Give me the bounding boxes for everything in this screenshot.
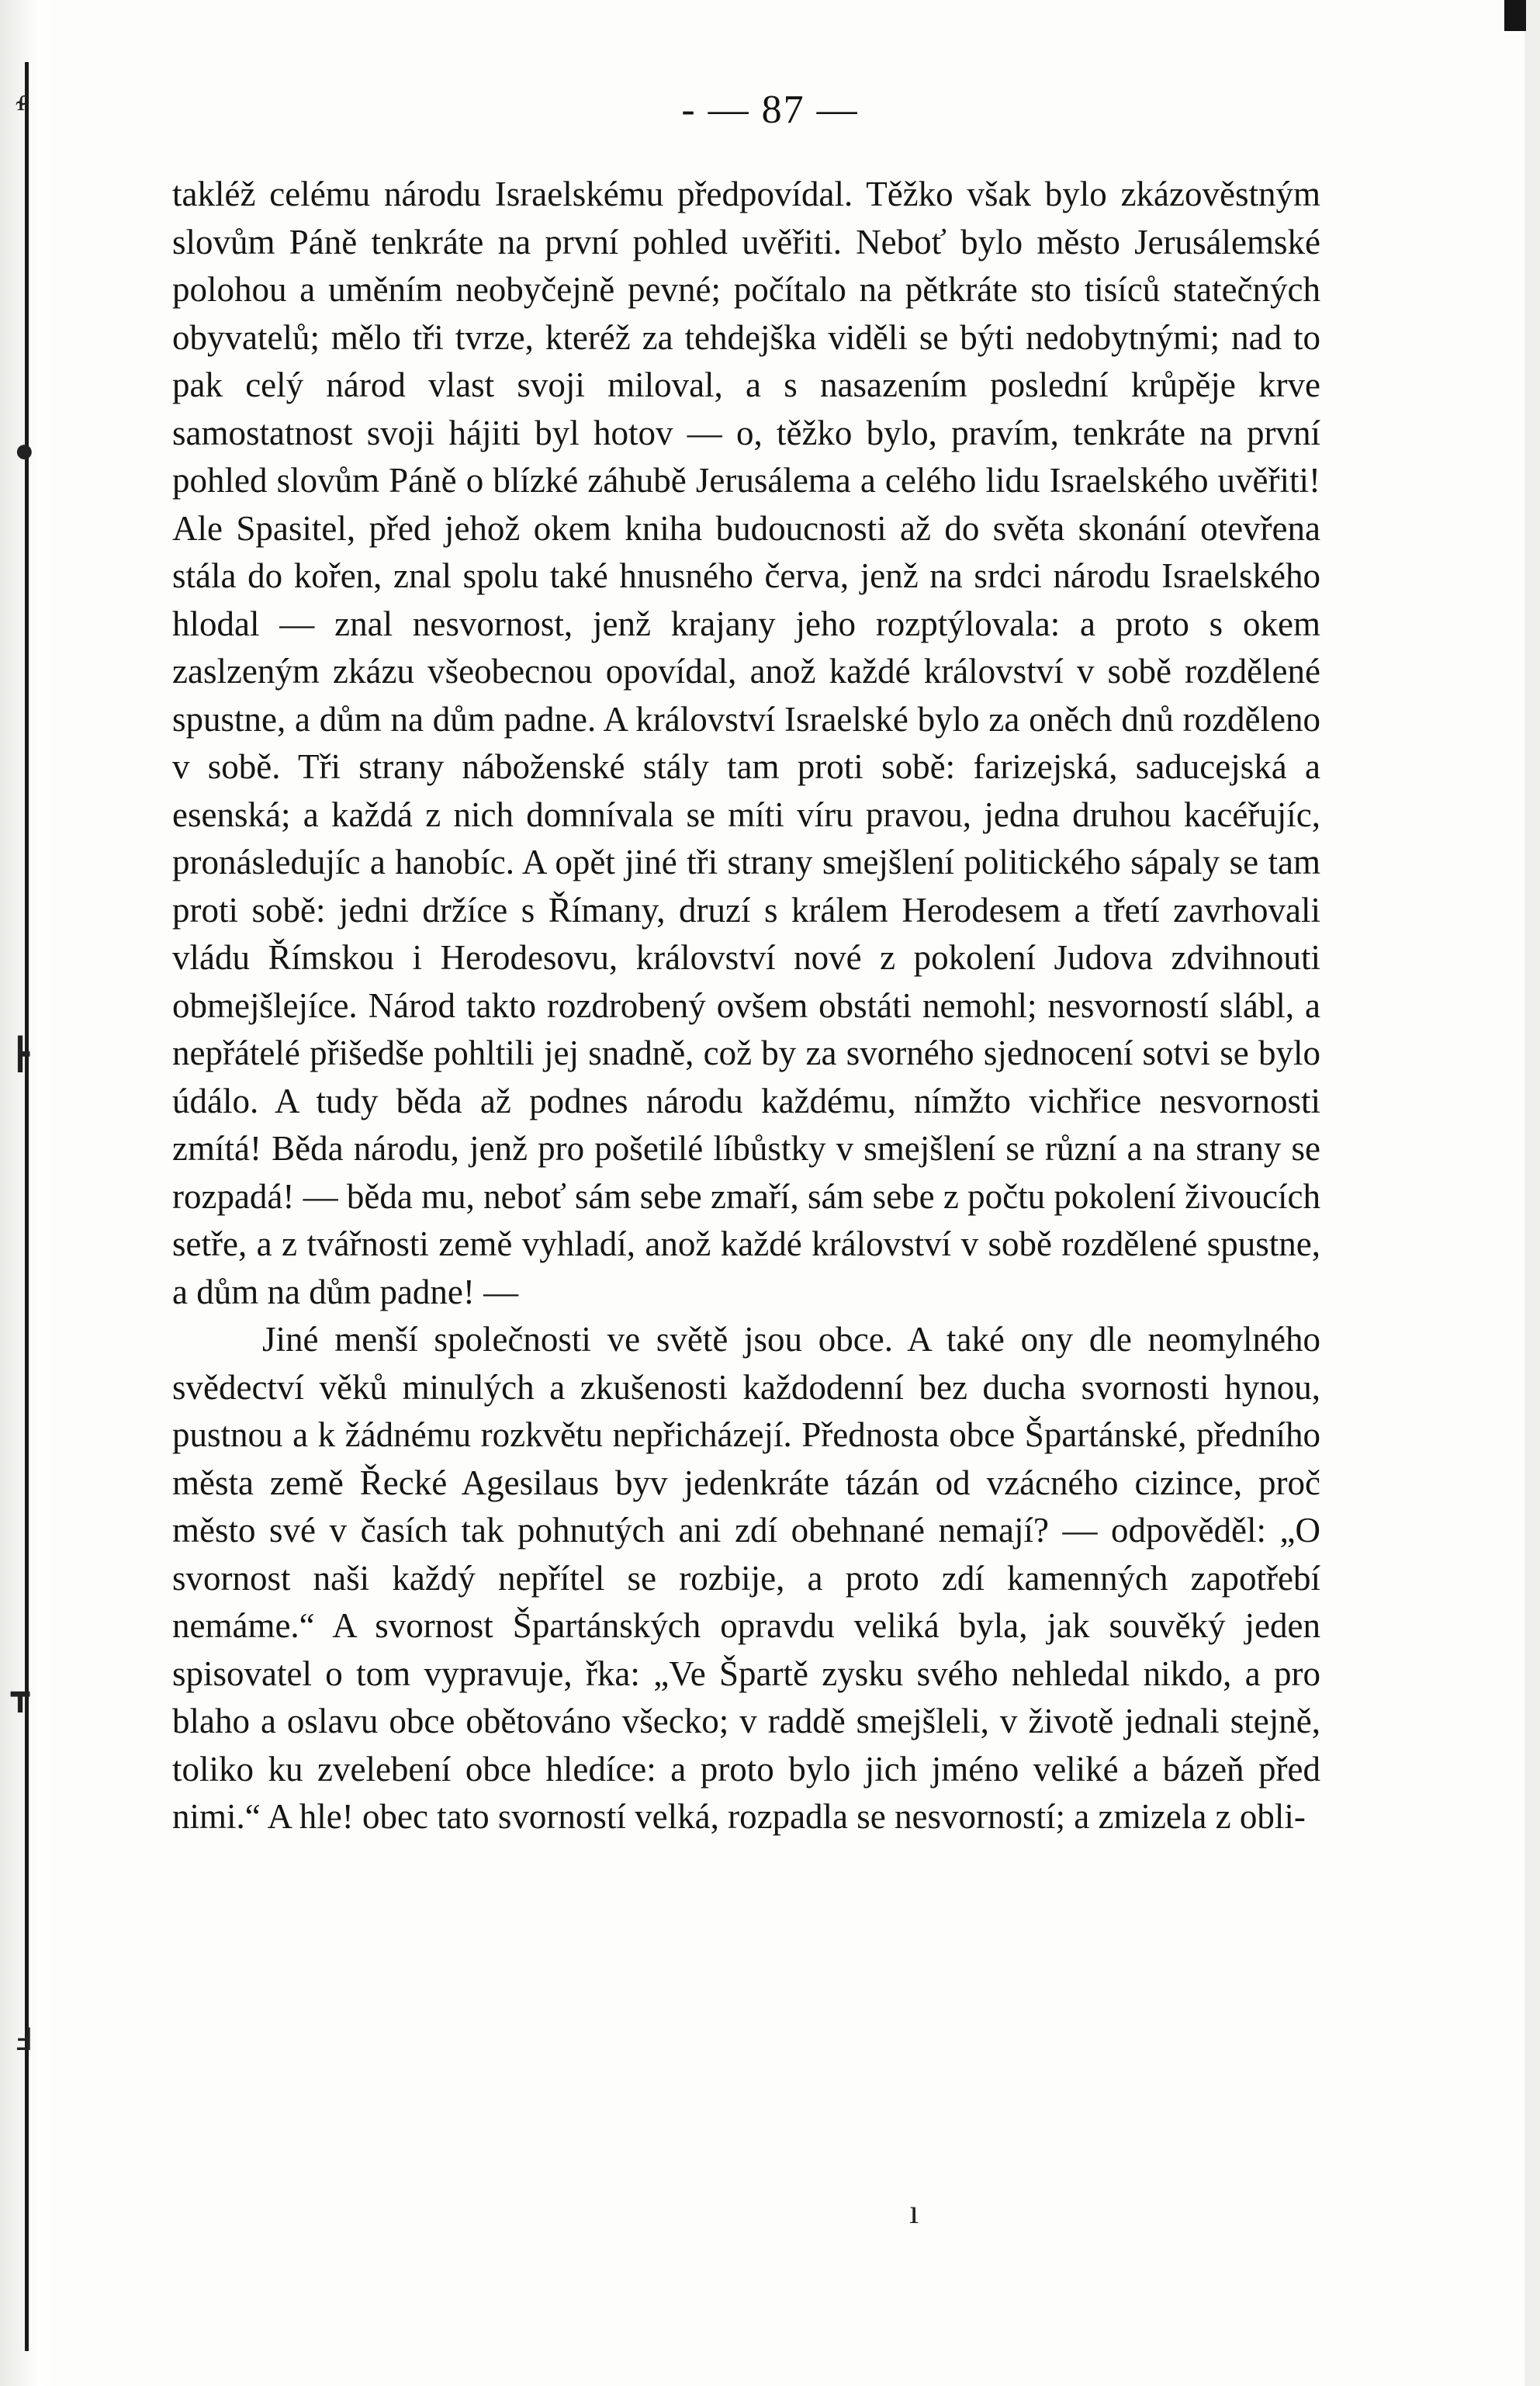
margin-tick-mark: Ⅎ <box>14 2022 33 2057</box>
body-text <box>172 171 1320 1841</box>
binding-edge-line <box>25 62 29 2351</box>
paragraph: takléž celému národu Israelskému předpovídal. Těžko však bylo zkázověstným slovům Páně tenkráte na první pohled uvěřiti. Neboť bylo město Jerusálemské polohou a uměním neobyčejně pevné; počítalo na pětkráte sto tisíců statečných obyvatelů; mělo tři tvrze, kteréž za tehdejška viděli se býti nedobytnými; nad to pak celý národ vlast svoji miloval, a s nasazením poslední krůpěje krve samostatnost svoji hájiti byl hotov — o, těžko bylo, pravím, tenkráte na první pohled slovům Páně o blízké záhubě Jerusálema a celého lidu Israelského uvěřiti! Ale Spasitel, před jehož okem kniha budoucnosti až do světa skonání otevřena stála do kořen, znal spolu také hnusného červa, jenž na srdci národu Israelského hlodal — znal nesvornost, jenž krajany jeho rozptýlovala: a proto s okem zaslzeným zkázu všeobecnou opovídal, anož každé království v sobě rozdělené spustne, a dům na dům padne. A království Israelské bylo za oněch dnů rozděleno v sobě. Tři strany náboženské stály tam proti sobě: farizejská, saducejská a esenská; a každá z nich domnívala se míti víru pravou, jedna druhou kacéřujíc, pronásledujíc a hanobíc. A opět jiné tři strany smejšlení politického sápaly se tam proti sobě: jedni držíce s Římany, druzí s králem Herodesem a třetí zavrhovali vládu Římskou i Herodesovu, království nové z pokolení Judova zdvihnouti obmejšlejíce. Národ takto rozdrobený ovšem obstáti nemohl; nesvorností slábl, a nepřátelé přišedše pohltili jej snadně, což by za svorného sjednocení sotvi se bylo údálo. A tudy běda až podnes národu každému, nímžto vichřice nesvornosti zmítá! Běda národu, jenž pro pošetilé líbůstky v smejšlení se různí a na strany se rozpadá! — běda mu, neboť sám sebe zmaří, sám sebe z počtu pokolení živoucích setře, a z tvářnosti země vyhladí, anož každé království v sobě rozdělené spustne, a dům na dům padne! — <box>172 175 1320 1311</box>
margin-tick-mark: ᵳ <box>17 82 28 117</box>
margin-tick-mark: ┣ <box>11 1037 30 1072</box>
page-number-header: - — 87 — <box>681 88 859 132</box>
paragraph: Jiné menší společnosti ve světě jsou obce. A také ony dle neomylného svědectví věků minulých a zkušenosti každodenní bez ducha svornosti hynou, pustnou a k žádnému rozkvětu nepřicházejí. Přednosta obce Špartánské, předního města země Řecké Agesilaus byv jedenkráte tázán od vzácného cizince, proč město své v časích tak pohnutých ani zdí obehnané nemají? — odpověděl: „O svornost naši každý nepřítel se rozbije, a proto zdí kamenných zapotřebí nemáme.“ A svornost Špartánských opravdu veliká byla, jak souvěký jeden spisovatel o tom vypravuje, řka: „Ve Špartě zysku svého nehledal nikdo, a pro blaho a oslavu obce obětováno všecko; v raddě smejšleli, v životě jednali stejně, toliko ku zvelebení obce hledíce: a proto bylo jich jméno veliké a bázeň před nimi.“ A hle! obec tato svorností velká, rozpadla se nesvorností; a zmizela z obli- <box>172 1320 1320 1836</box>
stray-ink-mark: ı <box>909 2193 919 2231</box>
margin-blot-mark: ● <box>14 431 35 469</box>
page-right-edge <box>1524 0 1540 2386</box>
scan-corner-mark <box>1504 0 1526 31</box>
margin-tick-mark: ┳ <box>11 1677 30 1712</box>
